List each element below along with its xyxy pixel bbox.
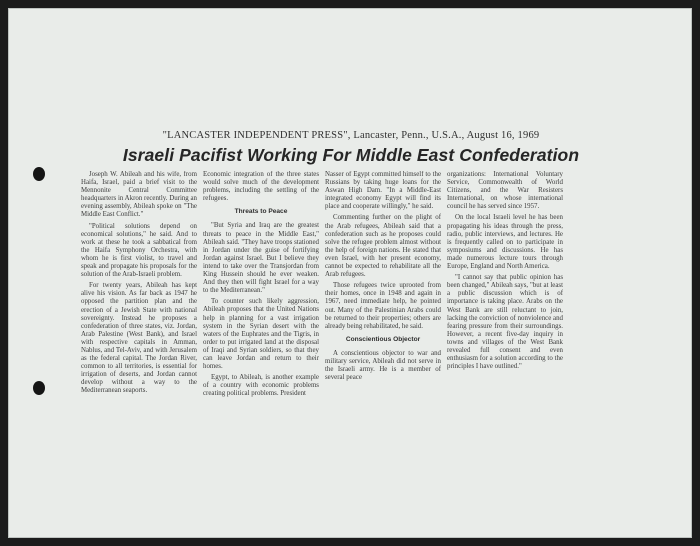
paragraph: "But Syria and Iraq are the greatest threats to peace in the Middle East," Abileah said. "They have troops stationed in Jordan under the guise of fortifying Jordan against Israel. But I believe they intend to take over the Transjordan from King Hussein should he ever weaken. And they then will fight Israel for a way to the Mediterranean." — [203, 222, 319, 295]
punch-hole-bottom — [33, 381, 45, 395]
paragraph: For twenty years, Abileah has kept alive his vision. As far back as 1947 he opposed the partition plan and the erection of a Jewish State with national sovereignty. Instead he proposes a confederation of three states, viz. Jordan, Arab Palestine (West Bank), and Israel with respective capitals in Amman, Nablus, and Tel-Aviv, and with Jerusalem as the federal capital. The Jordan River, common to all territories, is essential for irrigation of deserts, and Jordan cannot develop without a way to the Mediterranean seaports. — [81, 282, 197, 395]
subhead-conscientious-objector: Conscientious Objector — [345, 335, 421, 343]
paragraph: To counter such likely aggression, Abileah proposes that the United Nations help in planning for a vast irrigation system in the Syrian desert with the waters of the Euphrates and the Tigris, in order to put irrigated land at the disposal of Iraqi and Syrian soldiers, so that they can leave Jordan and return to their homes. — [203, 298, 319, 371]
paragraph: Those refugees twice uprooted from their homes, once in 1948 and again in 1967, need immediate help, he pointed out. Many of the Palestinian Arabs could be returned to their properties; others are already being rehabilitated, he said. — [325, 282, 441, 330]
paragraph: Joseph W. Abileah and his wife, from Haifa, Israel, paid a brief visit to the Mennonite Central Committee headquarters in Akron recently. During an evening assembly, Abileah spoke on "The Middle East Conflict." — [81, 171, 197, 219]
article-column-1 — [81, 171, 197, 471]
paragraph: "I cannot say that public opinion has been changed," Abileah says, "but at least a public discussion which is of importance is taking place. Arabs on the West Bank are still reluctant to join, lacking the conviction of nonviolence and fearing pressure from their surroundings. However, a recent five-day inquiry in towns and villages of the West Bank revealed full consent and even enthusiasm for a solution according to the principles I have outlined." — [447, 274, 563, 371]
paragraph: Egypt, to Abileah, is another example of a country with economic problems creating political problems. President — [203, 374, 319, 398]
paragraph: On the local Israeli level he has been propagating his ideas through the press, radio, public interviews, and lectures. He is frequently called on to participate in symposiums and discussions. He has made numerous lecture tours through Europe, England and North America. — [447, 214, 563, 271]
clipping-sheet — [8, 8, 692, 538]
article-column-3 — [325, 171, 441, 471]
headline: Israeli Pacifist Working For Middle East Confederation — [122, 145, 580, 165]
paragraph: Nasser of Egypt committed himself to the Russians by taking huge loans for the Aswan High Dam. "In a Middle-East integrated economy Egypt will find its place and cooperate willingly," he said. — [325, 171, 441, 211]
paragraph: Economic integration of the three states would solve much of the development problems, including the settling of the refugees. — [203, 171, 319, 203]
paragraph: A conscientious objector to war and military service, Abileah did not serve in the Israeli army. He is a member of several peace — [325, 349, 441, 382]
masthead: "LANCASTER INDEPENDENT PRESS", Lancaster, Penn., U.S.A., August 16, 1969 — [162, 130, 540, 141]
paragraph: "Political solutions depend on economical solutions," he said. And to work at these he took a sabbatical from the Haifa Symphony Orchestra, with whom he is first violist, to travel and speak and propagate his proposals for the solution of the Arab-Israeli problem. — [81, 222, 197, 279]
article-column-4 — [447, 171, 563, 471]
punch-hole-top — [33, 167, 45, 181]
article-column-2 — [203, 171, 319, 471]
paragraph: Commenting further on the plight of the Arab refugees, Abileah said that a confederation such as he proposes could solve the refugee problem almost without the help of foreign nations. He stated that even Israel, with her present economy, cannot be expected to rehabilitate all the Arab refugees. — [325, 214, 441, 279]
paragraph: organizations: International Voluntary Service, Commonwealth of World Citizens, and the War Resisters International, on whose international council he has served since 1957. — [447, 171, 563, 211]
subhead-threats-to-peace: Threats to Peace — [234, 208, 288, 216]
